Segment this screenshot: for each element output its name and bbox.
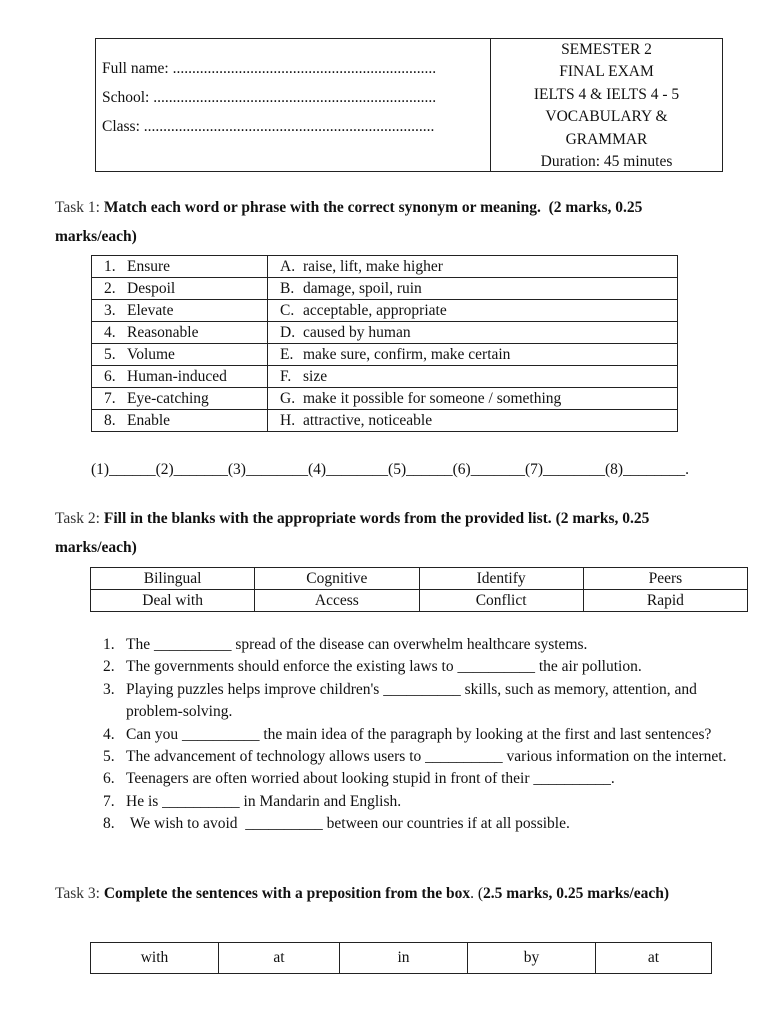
item-sentence: The __________ spread of the disease can overwhelm healthcare systems. [126, 636, 588, 653]
task3-instruction: Complete the sentences with a preposition from the box [103, 885, 471, 902]
meaning-text: attractive, noticeable [303, 411, 433, 429]
task1-marks-cont: marks/each) [55, 228, 137, 245]
item-sentence: Teenagers are often worried about looking stupid in front of their __________. [126, 770, 615, 788]
word-bank-cell: Cognitive [255, 568, 419, 590]
matching-row [92, 300, 678, 322]
meaning-letter: B. [280, 279, 295, 297]
preposition-cell: at [596, 943, 712, 974]
list-item [103, 791, 753, 813]
word-cell [92, 256, 268, 278]
meaning-text: size [303, 367, 328, 385]
item-number: 7. [103, 792, 115, 810]
word-number: 3. [104, 301, 116, 319]
item-number: 5. [103, 748, 115, 766]
list-item [103, 724, 753, 746]
task2-label: Task 2: [55, 510, 100, 527]
meaning-text: caused by human [303, 323, 411, 341]
word-number: 7. [104, 389, 116, 407]
list-item [103, 768, 753, 790]
class-field: Class: ........................................................................... [102, 118, 435, 135]
exam-duration: Duration: 45 minutes [540, 153, 673, 171]
exam-info [491, 39, 722, 171]
meaning-cell [268, 322, 678, 344]
task3-heading: Task 3: Complete the sentences with a preposition from the box. (2.5 marks, 0.25 marks/each) [55, 885, 670, 902]
meaning-letter: F. [280, 367, 292, 385]
list-item [103, 679, 753, 724]
matching-table [91, 255, 678, 432]
word-text: Volume [127, 345, 175, 363]
meaning-letter: D. [280, 323, 296, 341]
meaning-cell [268, 410, 678, 432]
matching-row [92, 322, 678, 344]
word-bank-row [91, 590, 748, 612]
word-cell [92, 366, 268, 388]
preposition-cell: with [91, 943, 219, 974]
preposition-row [91, 943, 712, 974]
meaning-cell [268, 256, 678, 278]
answer-line: (1)______(2)_______(3)________(4)________(5)______(6)_______(7)________(8)________. [91, 461, 689, 478]
header-table [95, 38, 723, 172]
task1-marks: (2 marks, 0.25 [548, 199, 643, 216]
list-item [103, 656, 753, 678]
meaning-letter: A. [280, 257, 296, 275]
word-bank-cell: Bilingual [91, 568, 255, 590]
meaning-text: make sure, confirm, make certain [303, 345, 511, 363]
task1-instruction: Match each word or phrase with the correct synonym or meaning. [103, 199, 541, 216]
school-field: School: ......................................................................... [102, 89, 437, 106]
word-text: Reasonable [127, 323, 199, 341]
task2-heading [55, 510, 649, 528]
task3-marks: 2.5 marks, 0.25 marks/each) [483, 885, 670, 902]
item-sentence: The advancement of technology allows users to __________ various information on the internet. [126, 748, 727, 766]
word-number: 6. [104, 367, 116, 385]
task2-marks-cont: marks/each) [55, 539, 137, 556]
task1-heading [55, 199, 642, 217]
item-number: 4. [103, 725, 115, 743]
fill-blank-list [103, 634, 753, 836]
item-number: 8. [103, 815, 115, 833]
meaning-letter: C. [280, 301, 295, 319]
list-item [103, 813, 753, 835]
word-bank-row [91, 568, 748, 590]
word-text: Human-induced [127, 367, 227, 385]
meaning-text: make it possible for someone / something [303, 389, 562, 407]
meaning-cell [268, 278, 678, 300]
meaning-letter: H. [280, 411, 296, 429]
matching-row [92, 256, 678, 278]
item-sentence: The governments should enforce the existing laws to __________ the air pollution. [126, 658, 642, 676]
item-number: 3. [103, 680, 115, 698]
item-sentence: He is __________ in Mandarin and English. [126, 792, 402, 810]
word-number: 1. [104, 257, 116, 275]
word-text: Despoil [127, 279, 176, 297]
matching-row [92, 344, 678, 366]
word-number: 2. [104, 279, 116, 297]
task1-heading-line2 [55, 228, 137, 246]
word-bank-cell: Identify [419, 568, 583, 590]
word-cell [92, 388, 268, 410]
word-text: Elevate [127, 301, 174, 319]
preposition-cell: in [340, 943, 468, 974]
word-cell [92, 278, 268, 300]
exam-type: FINAL EXAM [559, 63, 654, 81]
matching-row [92, 366, 678, 388]
word-number: 4. [104, 323, 116, 341]
list-item [103, 634, 753, 656]
word-text: Ensure [127, 257, 171, 275]
meaning-letter: G. [280, 389, 296, 407]
meaning-text: damage, spoil, ruin [303, 279, 422, 297]
meaning-cell [268, 366, 678, 388]
item-sentence: Playing puzzles helps improve children's __________ skills, such as memory, attention, and problem-solving. [126, 680, 701, 721]
item-sentence: We wish to avoid __________ between our countries if at all possible. [126, 815, 570, 833]
meaning-cell [268, 300, 678, 322]
meaning-text: acceptable, appropriate [303, 301, 447, 319]
matching-row [92, 410, 678, 432]
word-number: 8. [104, 411, 116, 429]
task1-label: Task 1: [55, 199, 100, 216]
word-bank-table [90, 567, 748, 612]
task2-instruction: Fill in the blanks with the appropriate words from the provided list. [103, 510, 552, 527]
word-text: Enable [127, 411, 171, 429]
task2-heading-line2 [55, 539, 137, 557]
word-number: 5. [104, 345, 116, 363]
matching-row [92, 388, 678, 410]
full-name-field: Full name: .................................................................... [102, 60, 437, 77]
word-bank-cell: Rapid [583, 590, 747, 612]
item-number: 6. [103, 770, 115, 788]
task2-marks: (2 marks, 0.25 [555, 510, 650, 527]
word-cell [92, 300, 268, 322]
word-cell [92, 344, 268, 366]
item-number: 2. [103, 658, 115, 676]
item-number: 1. [103, 636, 115, 653]
meaning-cell [268, 388, 678, 410]
exam-subject-line1: VOCABULARY & [545, 108, 668, 126]
list-item [103, 746, 753, 768]
exam-subject-line2: GRAMMAR [565, 130, 648, 148]
task3-label: Task 3: [55, 885, 100, 902]
student-info [96, 39, 491, 171]
word-text: Eye-catching [127, 389, 209, 407]
word-bank-cell: Conflict [419, 590, 583, 612]
meaning-text: raise, lift, make higher [303, 257, 443, 275]
preposition-box [90, 942, 712, 974]
word-cell [92, 322, 268, 344]
word-bank-cell: Access [255, 590, 419, 612]
item-sentence: Can you __________ the main idea of the paragraph by looking at the first and last sentences? [126, 725, 712, 743]
meaning-letter: E. [280, 345, 294, 363]
semester-label: SEMESTER 2 [561, 41, 652, 58]
meaning-cell [268, 344, 678, 366]
word-cell [92, 410, 268, 432]
preposition-cell: by [468, 943, 596, 974]
exam-level: IELTS 4 & IELTS 4 - 5 [533, 85, 680, 103]
matching-row [92, 278, 678, 300]
word-bank-cell: Deal with [91, 590, 255, 612]
preposition-cell: at [219, 943, 340, 974]
word-bank-cell: Peers [583, 568, 747, 590]
